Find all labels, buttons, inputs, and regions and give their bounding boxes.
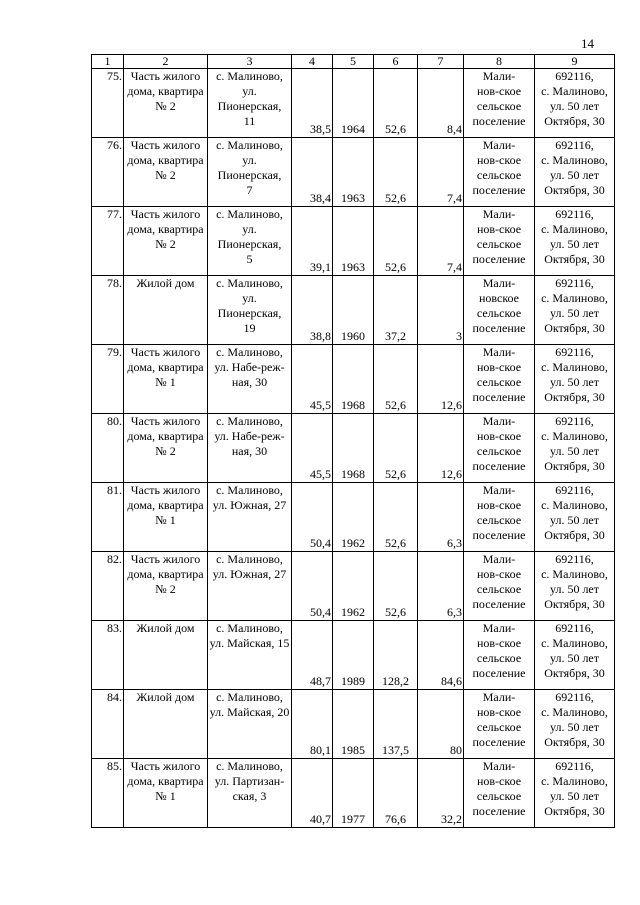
table-row — [92, 621, 615, 690]
column-6-cell — [374, 345, 418, 414]
column-4-cell-text: 38,4 — [310, 191, 331, 205]
object-name-cell — [124, 759, 208, 828]
column-7-cell — [418, 345, 464, 414]
owner-cell — [464, 276, 535, 345]
row-number-cell-text: 79. — [107, 345, 122, 359]
column-4-cell — [292, 207, 333, 276]
owner-cell — [464, 69, 535, 138]
column-7-cell — [418, 483, 464, 552]
column-7-cell — [418, 552, 464, 621]
property-registry-table — [91, 54, 615, 828]
column-4-cell — [292, 138, 333, 207]
owner-address-cell — [535, 483, 615, 552]
column-4-cell — [292, 483, 333, 552]
column-7-cell — [418, 621, 464, 690]
column-header: 8 — [464, 55, 535, 69]
owner-address-cell — [535, 690, 615, 759]
owner-cell-text: Мали- нов-ское сельское поселение — [472, 345, 526, 404]
owner-address-cell — [535, 138, 615, 207]
column-7-cell — [418, 207, 464, 276]
column-7-cell-text: 12,6 — [441, 398, 462, 412]
object-address-cell — [208, 69, 292, 138]
object-address-cell — [208, 414, 292, 483]
table-row — [92, 552, 615, 621]
object-name-cell-text: Часть жилого дома, квартира № 1 — [127, 483, 204, 527]
column-6-cell-text: 52,6 — [385, 260, 406, 274]
column-4-cell-text: 40,7 — [310, 812, 331, 826]
column-4-cell-text: 45,5 — [310, 467, 331, 481]
column-5-cell — [333, 759, 374, 828]
owner-address-cell-text: 692116, с. Малиново, ул. 50 лет Октября, 30 — [541, 759, 608, 818]
column-4-cell-text: 39,1 — [310, 260, 331, 274]
owner-address-cell — [535, 414, 615, 483]
column-6-cell-text: 37,2 — [385, 329, 406, 343]
owner-cell — [464, 483, 535, 552]
column-7-cell-text: 7,4 — [447, 260, 462, 274]
column-6-cell-text: 76,6 — [385, 812, 406, 826]
object-address-cell — [208, 552, 292, 621]
object-address-cell-text: с. Малиново, ул. Южная, 27 — [212, 552, 287, 581]
column-5-cell-text: 1960 — [341, 329, 365, 343]
row-number-cell — [92, 345, 124, 414]
column-7-cell — [418, 276, 464, 345]
row-number-cell — [92, 690, 124, 759]
column-4-cell-text: 50,4 — [310, 536, 331, 550]
object-address-cell — [208, 345, 292, 414]
object-name-cell-text: Часть жилого дома, квартира № 2 — [127, 414, 204, 458]
column-7-cell-text: 3 — [456, 329, 462, 343]
row-number-cell — [92, 759, 124, 828]
column-6-cell — [374, 621, 418, 690]
column-5-cell — [333, 690, 374, 759]
object-address-cell-text: с. Малиново, ул. Южная, 27 — [212, 483, 287, 512]
object-address-cell — [208, 690, 292, 759]
owner-address-cell — [535, 621, 615, 690]
column-header: 6 — [374, 55, 418, 69]
column-4-cell-text: 38,8 — [310, 329, 331, 343]
column-7-cell — [418, 690, 464, 759]
column-5-cell — [333, 414, 374, 483]
object-address-cell-text: с. Малиново, ул. Пионерская, 19 — [216, 276, 283, 335]
table-row — [92, 138, 615, 207]
column-4-cell-text: 50,4 — [310, 605, 331, 619]
owner-address-cell-text: 692116, с. Малиново, ул. 50 лет Октября, 30 — [541, 414, 608, 473]
object-name-cell-text: Жилой дом — [136, 276, 195, 290]
column-6-cell — [374, 690, 418, 759]
row-number-cell-text: 84. — [107, 690, 122, 704]
object-address-cell — [208, 759, 292, 828]
column-header: 5 — [333, 55, 374, 69]
column-7-cell — [418, 759, 464, 828]
column-7-cell-text: 80 — [450, 743, 462, 757]
page-number: 14 — [581, 36, 594, 51]
column-7-cell — [418, 69, 464, 138]
owner-cell-text: Мали- нов-ское сельское поселение — [472, 414, 526, 473]
column-7-cell-text: 84,6 — [441, 674, 462, 688]
object-address-cell-text: с. Малиново, ул. Пионерская, 5 — [216, 207, 283, 266]
column-5-cell-text: 1985 — [341, 743, 365, 757]
row-number-cell-text: 75. — [107, 69, 122, 83]
owner-address-cell-text: 692116, с. Малиново, ул. 50 лет Октября, 30 — [541, 621, 608, 680]
column-4-cell — [292, 345, 333, 414]
column-5-cell-text: 1962 — [341, 536, 365, 550]
row-number-cell — [92, 207, 124, 276]
column-7-cell-text: 6,3 — [447, 605, 462, 619]
object-name-cell — [124, 414, 208, 483]
table-header-row — [92, 55, 615, 69]
row-number-cell — [92, 276, 124, 345]
object-address-cell — [208, 621, 292, 690]
column-header: 7 — [418, 55, 464, 69]
column-header: 2 — [124, 55, 208, 69]
column-5-cell — [333, 69, 374, 138]
owner-address-cell — [535, 69, 615, 138]
object-name-cell — [124, 552, 208, 621]
owner-cell-text: Мали- нов-ское сельское поселение — [472, 207, 526, 266]
column-5-cell-text: 1977 — [341, 812, 365, 826]
owner-address-cell — [535, 552, 615, 621]
row-number-cell — [92, 621, 124, 690]
object-address-cell — [208, 138, 292, 207]
column-7-cell — [418, 414, 464, 483]
owner-address-cell — [535, 345, 615, 414]
owner-address-cell-text: 692116, с. Малиново, ул. 50 лет Октября, 30 — [541, 690, 608, 749]
column-header: 4 — [292, 55, 333, 69]
column-5-cell-text: 1963 — [341, 260, 365, 274]
row-number-cell-text: 85. — [107, 759, 122, 773]
column-7-cell-text: 32,2 — [441, 812, 462, 826]
column-6-cell-text: 52,6 — [385, 122, 406, 136]
column-5-cell — [333, 621, 374, 690]
column-5-cell-text: 1989 — [341, 674, 365, 688]
object-name-cell-text: Часть жилого дома, квартира № 2 — [127, 207, 204, 251]
column-5-cell — [333, 138, 374, 207]
column-4-cell — [292, 276, 333, 345]
table-row — [92, 414, 615, 483]
object-address-cell — [208, 207, 292, 276]
owner-cell-text: Мали- нов-ское сельское поселение — [472, 69, 526, 128]
column-4-cell — [292, 552, 333, 621]
column-6-cell-text: 128,2 — [382, 674, 409, 688]
row-number-cell-text: 76. — [107, 138, 122, 152]
column-header: 3 — [208, 55, 292, 69]
column-4-cell-text: 45,5 — [310, 398, 331, 412]
table-row — [92, 276, 615, 345]
owner-address-cell-text: 692116, с. Малиново, ул. 50 лет Октября, 30 — [541, 345, 608, 404]
column-5-cell-text: 1968 — [341, 467, 365, 481]
owner-cell-text: Мали- нов-ское сельское поселение — [472, 759, 526, 818]
column-7-cell-text: 8,4 — [447, 122, 462, 136]
owner-address-cell-text: 692116, с. Малиново, ул. 50 лет Октября, 30 — [541, 138, 608, 197]
column-4-cell — [292, 621, 333, 690]
row-number-cell-text: 80. — [107, 414, 122, 428]
column-5-cell — [333, 483, 374, 552]
object-name-cell — [124, 483, 208, 552]
column-5-cell — [333, 345, 374, 414]
row-number-cell — [92, 552, 124, 621]
column-6-cell-text: 52,6 — [385, 191, 406, 205]
column-5-cell — [333, 276, 374, 345]
column-4-cell-text: 48,7 — [310, 674, 331, 688]
owner-address-cell — [535, 276, 615, 345]
owner-cell-text: Мали- новское сельское поселение — [472, 276, 526, 335]
owner-address-cell — [535, 759, 615, 828]
column-5-cell-text: 1968 — [341, 398, 365, 412]
column-5-cell-text: 1964 — [341, 122, 365, 136]
column-6-cell — [374, 414, 418, 483]
column-6-cell — [374, 552, 418, 621]
row-number-cell-text: 78. — [107, 276, 122, 290]
object-name-cell — [124, 138, 208, 207]
column-6-cell-text: 52,6 — [385, 398, 406, 412]
table-row — [92, 69, 615, 138]
owner-cell — [464, 414, 535, 483]
column-7-cell-text: 7,4 — [447, 191, 462, 205]
owner-cell-text: Мали- нов-ское сельское поселение — [472, 621, 526, 680]
object-name-cell — [124, 690, 208, 759]
column-7-cell-text: 6,3 — [447, 536, 462, 550]
table-body — [92, 69, 615, 828]
row-number-cell — [92, 69, 124, 138]
object-address-cell-text: с. Малиново, ул. Майская, 15 — [209, 621, 290, 650]
object-name-cell — [124, 69, 208, 138]
object-name-cell-text: Жилой дом — [136, 621, 195, 635]
object-address-cell-text: с. Малиново, ул. Пионерская, 11 — [216, 69, 283, 128]
column-5-cell — [333, 552, 374, 621]
owner-cell — [464, 207, 535, 276]
table-row — [92, 207, 615, 276]
column-4-cell-text: 80,1 — [310, 743, 331, 757]
column-6-cell-text: 52,6 — [385, 605, 406, 619]
column-6-cell — [374, 483, 418, 552]
object-name-cell-text: Часть жилого дома, квартира № 2 — [127, 138, 204, 182]
table-row — [92, 690, 615, 759]
owner-cell — [464, 621, 535, 690]
owner-cell-text: Мали- нов-ское сельское поселение — [472, 138, 526, 197]
object-address-cell-text: с. Малиново, ул. Майская, 20 — [209, 690, 290, 719]
object-address-cell-text: с. Малиново, ул. Партизан- ская, 3 — [214, 759, 285, 803]
owner-address-cell-text: 692116, с. Малиново, ул. 50 лет Октября, 30 — [541, 69, 608, 128]
object-name-cell-text: Часть жилого дома, квартира № 2 — [127, 552, 204, 596]
column-6-cell-text: 137,5 — [382, 743, 409, 757]
owner-address-cell-text: 692116, с. Малиново, ул. 50 лет Октября, 30 — [541, 276, 608, 335]
owner-cell — [464, 138, 535, 207]
object-address-cell — [208, 276, 292, 345]
column-4-cell — [292, 69, 333, 138]
column-7-cell-text: 12,6 — [441, 467, 462, 481]
column-4-cell — [292, 414, 333, 483]
owner-cell — [464, 552, 535, 621]
object-name-cell — [124, 276, 208, 345]
column-4-cell — [292, 759, 333, 828]
row-number-cell-text: 81. — [107, 483, 122, 497]
column-5-cell-text: 1962 — [341, 605, 365, 619]
object-name-cell — [124, 207, 208, 276]
object-name-cell-text: Жилой дом — [136, 690, 195, 704]
column-header: 9 — [535, 55, 615, 69]
owner-cell — [464, 345, 535, 414]
owner-address-cell-text: 692116, с. Малиново, ул. 50 лет Октября, 30 — [541, 207, 608, 266]
row-number-cell-text: 82. — [107, 552, 122, 566]
table-row — [92, 483, 615, 552]
owner-address-cell-text: 692116, с. Малиново, ул. 50 лет Октября, 30 — [541, 483, 608, 542]
owner-address-cell-text: 692116, с. Малиново, ул. 50 лет Октября, 30 — [541, 552, 608, 611]
owner-address-cell — [535, 207, 615, 276]
column-7-cell — [418, 138, 464, 207]
owner-cell-text: Мали- нов-ское сельское поселение — [472, 690, 526, 749]
owner-cell-text: Мали- нов-ское сельское поселение — [472, 552, 526, 611]
object-name-cell — [124, 621, 208, 690]
table-row — [92, 345, 615, 414]
column-4-cell — [292, 690, 333, 759]
column-6-cell — [374, 69, 418, 138]
column-5-cell — [333, 207, 374, 276]
object-name-cell-text: Часть жилого дома, квартира № 1 — [127, 759, 204, 803]
column-6-cell-text: 52,6 — [385, 467, 406, 481]
object-address-cell-text: с. Малиново, ул. Набе-реж- ная, 30 — [214, 345, 285, 389]
object-address-cell-text: с. Малиново, ул. Пионерская, 7 — [216, 138, 283, 197]
row-number-cell — [92, 138, 124, 207]
column-6-cell — [374, 138, 418, 207]
column-4-cell-text: 38,5 — [310, 122, 331, 136]
object-name-cell — [124, 345, 208, 414]
owner-cell — [464, 690, 535, 759]
row-number-cell — [92, 483, 124, 552]
column-6-cell-text: 52,6 — [385, 536, 406, 550]
column-6-cell — [374, 207, 418, 276]
column-6-cell — [374, 276, 418, 345]
column-header: 1 — [92, 55, 124, 69]
owner-cell — [464, 759, 535, 828]
row-number-cell — [92, 414, 124, 483]
object-address-cell — [208, 483, 292, 552]
object-name-cell-text: Часть жилого дома, квартира № 2 — [127, 69, 204, 113]
row-number-cell-text: 83. — [107, 621, 122, 635]
row-number-cell-text: 77. — [107, 207, 122, 221]
table-row — [92, 759, 615, 828]
object-name-cell-text: Часть жилого дома, квартира № 1 — [127, 345, 204, 389]
owner-cell-text: Мали- нов-ское сельское поселение — [472, 483, 526, 542]
column-5-cell-text: 1963 — [341, 191, 365, 205]
object-address-cell-text: с. Малиново, ул. Набе-реж- ная, 30 — [214, 414, 285, 458]
column-6-cell — [374, 759, 418, 828]
